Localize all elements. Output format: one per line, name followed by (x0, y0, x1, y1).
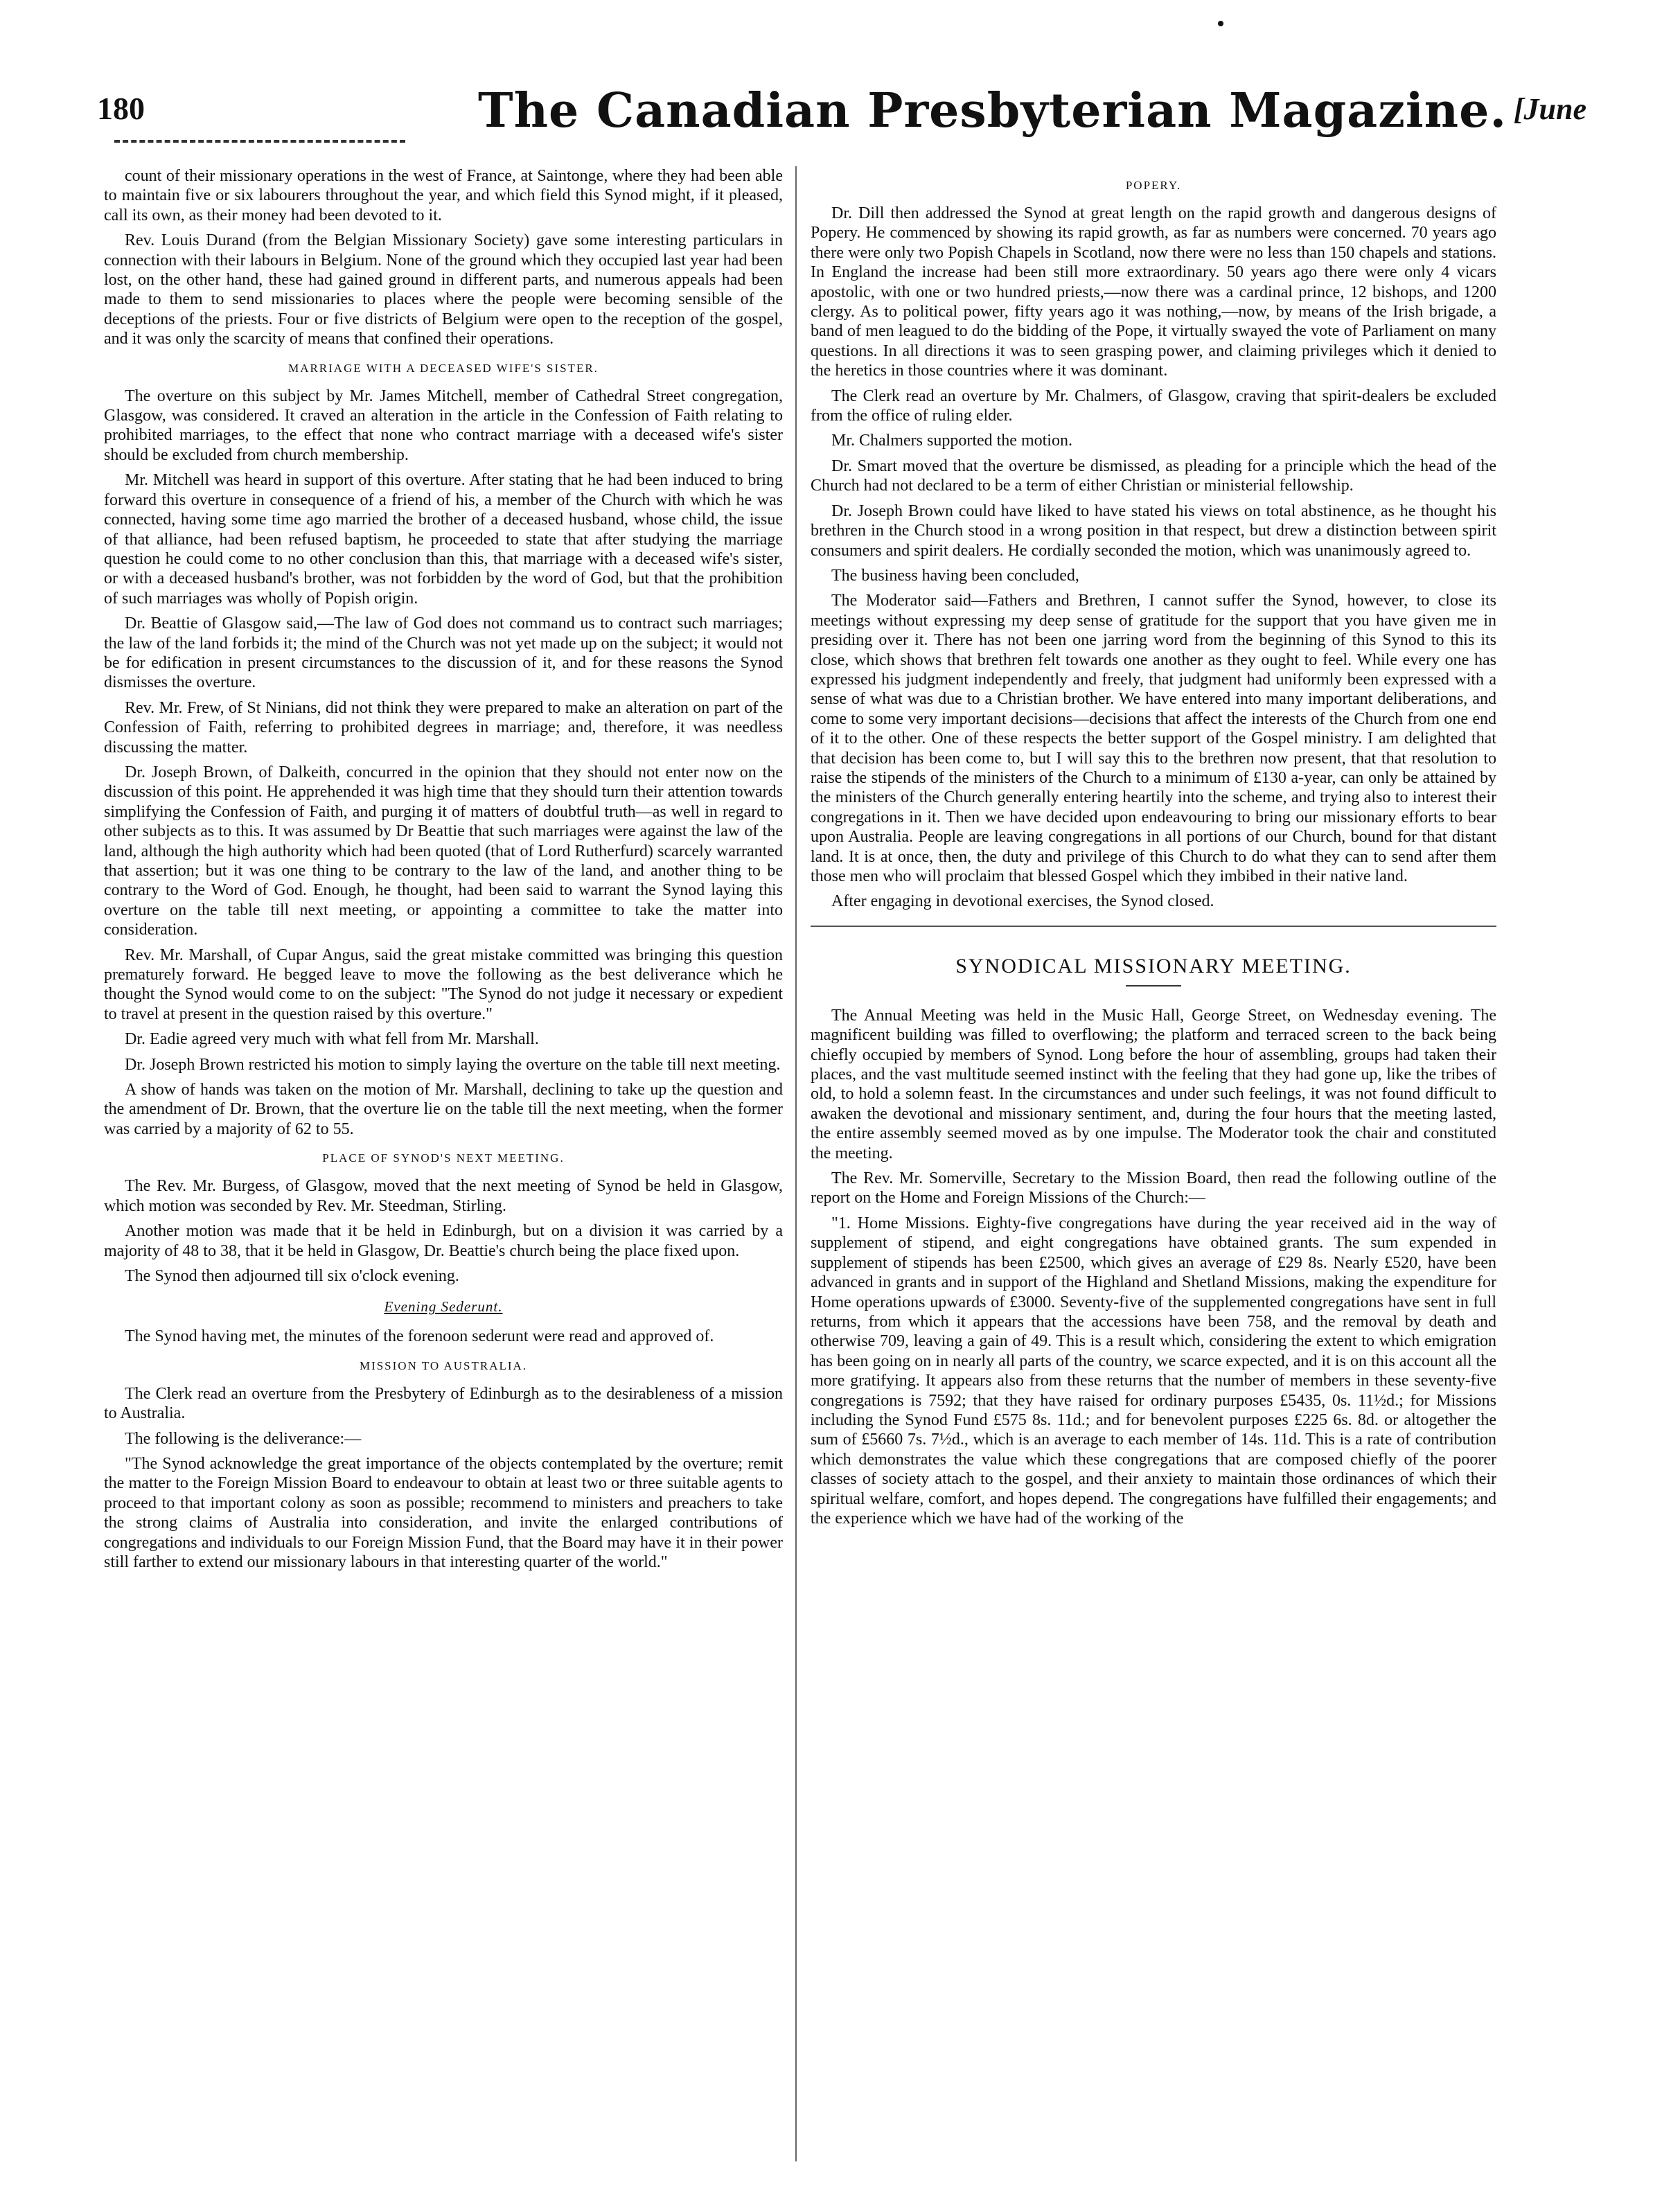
right-paragraph: "1. Home Missions. Eighty-five congregations have during the year received aid in the way of supplement of stipend, and eight congregations have obtained grants. The sum expended in supplement of stipends has been £2500, which gives an average of £29 8s. Nearly £520, have been advanced in grants and in support of the Highland and Shetland Missions, making the expenditure for Home operations upwards of £3000. Seventy-five of the supplemented congregations have sent in full returns, from which it appears that the accessions have been 758, and the removal by death and otherwise 709, leaving a gain of 49. This is a result which, considering the extent to which emigration has been going on in nearly all parts of the country, we scarce expected, and it is on this account all the more gratifying. It appears also from these returns that the number of members in these seventy-five congregations is 7592; that they have raised for ordinary purposes £5435, 0s. 11½d.; for Missions including the Synod Fund £575 8s. 11d.; and for benevolent purposes £225 6s. 8d. or altogether the sum of £5660 7s. 7½d., which is an average to each member of 14s. 11d. This is a rate of contribution which demonstrates the value which these congregations that are composed chiefly of the poorer classes of society attach to the gospel, and their anxiety to maintain those ordinances of which their spiritual welfare, comfort, and hopes depend. The congregations have fulfilled their engagements; and the experience which we have had of the working of the (811, 1214, 1496, 1528)
section-heading: POPERY. (1125, 179, 1182, 192)
right-paragraph: The Moderator said—Fathers and Brethren, I cannot suffer the Synod, however, to close its meetings without expressing my deep sense of gratitude for the support that you have given me in presiding over it. There has not been one jarring word from the beginning of this Synod to this its close, which shows that brethren felt towards one another as they ought to feel. While every one has expressed his judgment independently and freely, that judgment had uniformly been expressed with a sense of what was due to a Christian brother. We have entered into many important deliberations, and come to some very important decisions—decisions that affect the interests of the Church from one end of it to the other. One of these respects the better support of the Gospel ministry. I am delighted that that decision has been come to, but I will say this to the brethren now present, that that resolution to raise the stipends of the ministers of the Church to a minimum of £130 a-year, can only be attained by the ministers of the Church generally entering heartily into the scheme, and trying also to interest their congregations in it. Then we have decided upon endeavouring to bring our missionary efforts to bear upon Australia. People are leaving congregations in all portions of our Church, bound for that distant land. It is at once, then, the duty and privilege of this Church to do what they can to send after them those men who will proclaim that blessed Gospel which they imbibed in their native land. (811, 592, 1496, 885)
right-paragraph: Dr. Joseph Brown could have liked to have stated his views on total abstinence, as he thought his brethren in the Church stood in a wrong position in that respect, but drew a distinction between spirit consumers and spirit dealers. He cordially seconded the motion, which was unanimously agreed to. (811, 502, 1496, 560)
section-heading: Evening Sederunt. (384, 1298, 503, 1316)
column-divider (795, 166, 797, 2161)
page-header (90, 76, 1586, 145)
left-column (104, 166, 783, 1577)
left-paragraph: Rev. Louis Durand (from the Belgian Missionary Society) gave some interesting particulars in connection with their labours in Belgium. None of the ground which they occupied last year had been lost, on the other hand, these had gained ground in different parts, and numerous appeals had been made to them to send missionaries to places where the people were becoming sensible of the deceptions of the priests. Four or five districts of Belgium were open to the reception of the gospel, and it was only the scarcity of means that confined their operations. (104, 231, 783, 348)
left-paragraph: Mr. Mitchell was heard in support of this overture. After stating that he had been induced to bring forward this overture in consequence of a friend of his, a member of the Church with which he was connected, having some time ago married the brother of a deceased husband, whose child, the issue of that alliance, had been refused baptism, he proceeded to state that after studying the marriage question he could come to no other conclusion than this, that marriage with a deceased wife's sister, or with a deceased husband's brother, was not forbidden by the word of God, but that the prohibition of such marriages was wholly of Popish origin. (104, 471, 783, 608)
right-paragraph: Dr. Dill then addressed the Synod at great length on the rapid growth and dangerous designs of Popery. He commenced by showing its rapid growth, as far as numbers were concerned. 70 years ago there were only two Popish Chapels in Scotland, now there were no less than 150 chapels and stations. In England the increase had been still more extraordinary. 50 years ago there were only 4 vicars apostolic, with one or two hundred priests,—now there was a cardinal prince, 12 bishops, and 1200 clergy. As to political power, fifty years ago it was nothing,—now, by means of the Irish brigade, a band of men leagued to do the bidding of the Pope, it virtually swayed the vote of Parliament on many questions. In all directions it was to seen grasping power, and claiming privileges which it denied to the heretics in those countries where it was dominant. (811, 204, 1496, 380)
page-number: 180 (97, 91, 145, 126)
right-paragraph: Mr. Chalmers supported the motion. (831, 432, 1072, 450)
right-paragraph: The Clerk read an overture by Mr. Chalmers, of Glasgow, craving that spirit-dealers be excluded from the office of ruling elder. (811, 387, 1496, 425)
left-paragraph: Rev. Mr. Marshall, of Cupar Angus, said the great mistake committed was bringing this question prematurely forward. He begged leave to move the following as the best deliverance which he thought the Synod would come to on the subject: "The Synod do not judge it necessary or expedient to travel at present in the question raised by this overture." (104, 946, 783, 1023)
left-paragraph: Dr. Beattie of Glasgow said,—The law of God does not command us to contract such marriages; the law of the land forbids it; the mind of the Church was not yet made up on the subject; it would not be for edification in present circumstances to the discussion of it, and for these reasons the Synod dismisses the overture. (104, 614, 783, 692)
section-rule (811, 926, 1496, 927)
left-paragraph: A show of hands was taken on the motion of Mr. Marshall, declining to take up the question and the amendment of Dr. Brown, that the overture lie on the table till the next meeting, when the former was carried by a majority of 62 to 55. (104, 1081, 783, 1138)
title-rule (1126, 985, 1181, 987)
left-paragraph: Rev. Mr. Frew, of St Ninians, did not think they were prepared to make an alteration on part of the Confession of Faith, referring to prohibited degrees in marriage; and, therefore, it was needless discussing the matter. (104, 698, 783, 757)
header-rule (114, 140, 405, 143)
magazine-title: The Canadian Presbyterian Magazine. (478, 83, 1507, 139)
left-paragraph: Another motion was made that it be held in Edinburgh, but on a division it was carried by a majority of 48 to 38, that it be held in Glasgow, Dr. Beattie's church being the place fixed upon. (104, 1222, 783, 1260)
left-paragraph: count of their missionary operations in the west of France, at Saintonge, where they had been able to maintain five or six labourers throughout the year, and which field this Synod might, if it pleased, call its own, as their money had been devoted to it. (104, 167, 783, 224)
left-paragraph: Dr. Joseph Brown restricted his motion to simply laying the overture on the table till next meeting. (125, 1055, 781, 1074)
section-heading: PLACE OF SYNOD'S NEXT MEETING. (322, 1151, 565, 1165)
right-paragraph: The business having been concluded, (831, 566, 1079, 585)
right-paragraph: The Annual Meeting was held in the Music Hall, George Street, on Wednesday evening. The magnificent building was filled to overflowing; the platform and terraced screen to the back being chiefly occupied by members of Synod. Long before the hour of assembling, groups had taken their places, and the vast multitude seemed instinct with the feeling that they had gone up, like the tribes of old, to hold a solemn feast. In the circumstances and under such feelings, it was not found difficult to awaken the devotional and missionary sentiment, and, during the four hours that the meeting lasted, the entire assembly seemed moved as by one impulse. The Moderator took the chair and constituted the meeting. (811, 1006, 1496, 1162)
section-heading: MISSION TO AUSTRALIA. (359, 1359, 528, 1372)
section-heading: MARRIAGE WITH A DECEASED WIFE'S SISTER. (288, 361, 599, 375)
left-paragraph: The Clerk read an overture from the Presbytery of Edinburgh as to the desirableness of a mission to Australia. (104, 1384, 783, 1423)
left-paragraph: The overture on this subject by Mr. James Mitchell, member of Cathedral Street congregation, Glasgow, was considered. It craved an alteration in the article in the Confession of Faith relating to prohibited marriages, to the effect that none who contract marriage with a deceased wife's sister should be excluded from church membership. (104, 387, 783, 464)
left-paragraph: The Synod having met, the minutes of the forenoon sederunt were read and approved of. (125, 1327, 714, 1346)
left-paragraph: The Rev. Mr. Burgess, of Glasgow, moved that the next meeting of Synod be held in Glasgow, which motion was seconded by Rev. Mr. Steedman, Stirling. (104, 1177, 783, 1215)
issue-month: [June (1513, 92, 1586, 126)
left-paragraph: "The Synod acknowledge the great importance of the objects contemplated by the overture; remit the matter to the Foreign Mission Board to endeavour to obtain at least two or three suitable agents to proceed to that important colony as soon as possible; recommend to ministers and preachers to take the strong claims of Australia into consideration, and invite the enlarged contributions of congregations and individuals to our Foreign Mission Fund, that the Board may have it in their power still farther to extend our missionary labours in that interesting quarter of the world." (104, 1454, 783, 1571)
left-paragraph: The following is the deliverance:— (125, 1429, 362, 1448)
right-paragraph: After engaging in devotional exercises, the Synod closed. (831, 892, 1214, 911)
right-paragraph: The Rev. Mr. Somerville, Secretary to the Mission Board, then read the following outline of the report on the Home and Foreign Missions of the Church:— (811, 1169, 1496, 1207)
left-paragraph: Dr. Eadie agreed very much with what fell from Mr. Marshall. (125, 1030, 539, 1049)
left-paragraph: The Synod then adjourned till six o'clock evening. (125, 1266, 459, 1285)
print-speck (1218, 21, 1223, 26)
left-paragraph: Dr. Joseph Brown, of Dalkeith, concurred in the opinion that they should not enter now on the discussion of this point. He apprehended it was high time that they should turn their attention towards simplifying the Confession of Faith, and purging it of matters of doubtful truth—as well in regard to other subjects as to this. It was assumed by Dr Beattie that such marriages were against the law of the land, although the high authority which had been quoted (that of Lord Rutherfurd) scarcely warranted that assertion; but it was one thing to be contrary to the law of the land, and another thing to be contrary to the Word of God. Enough, he thought, had been said to warrant the Synod laying this overture on the table till next meeting, or appointing a committee to take the matter into consideration. (104, 763, 783, 939)
article-title: SYNODICAL MISSIONARY MEETING. (955, 954, 1352, 977)
right-paragraph: Dr. Smart moved that the overture be dismissed, as pleading for a principle which the head of the Church had not declared to be a term of either Christian or ministerial fellowship. (811, 457, 1496, 495)
right-column (811, 166, 1496, 1534)
